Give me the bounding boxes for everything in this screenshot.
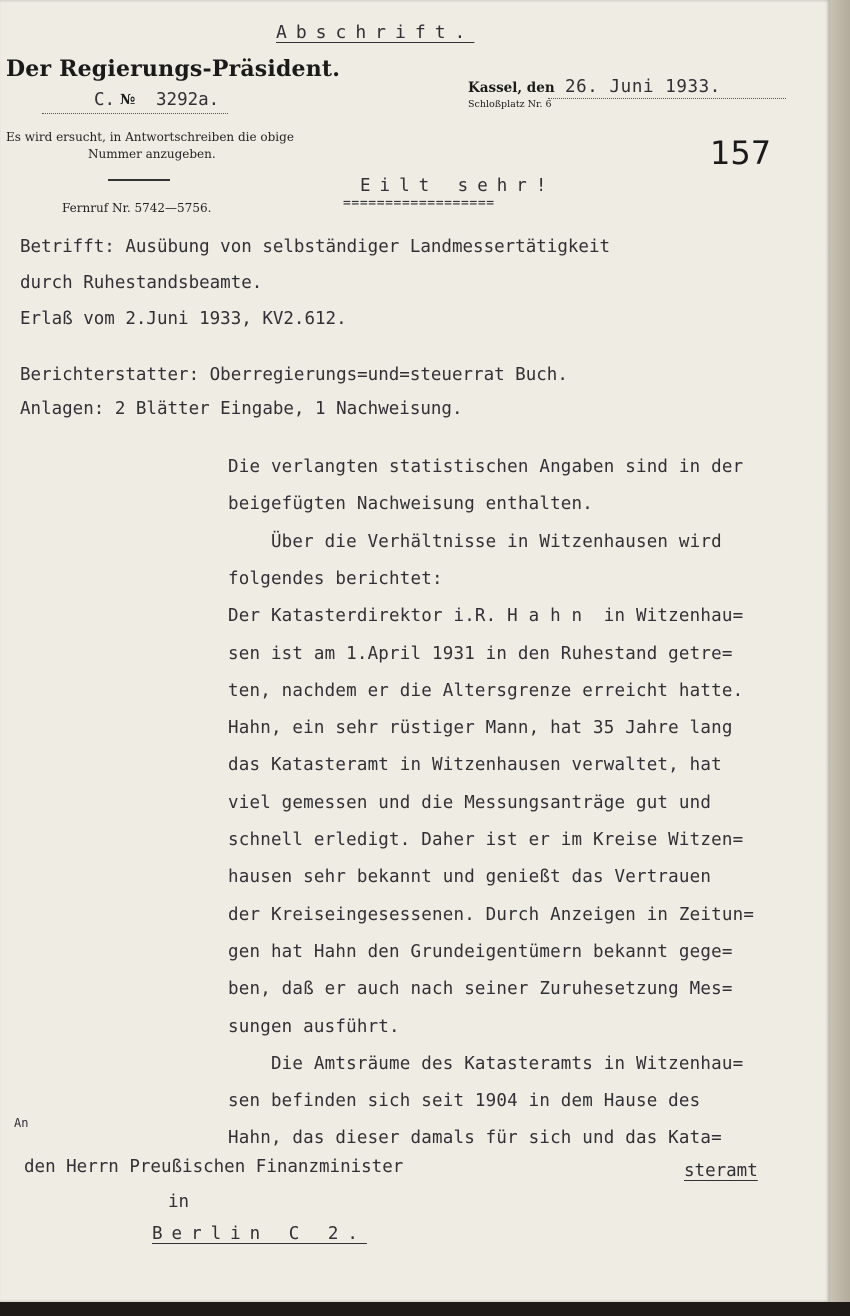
scan-border xyxy=(0,1302,850,1316)
place-label: Kassel, den xyxy=(468,80,555,96)
office-address: Schloßplatz Nr. 6 xyxy=(468,99,552,110)
body-line: ben, daß er auch nach seiner Zuruhesetzung Mes= xyxy=(228,979,733,1000)
footer-an: An xyxy=(14,1116,29,1130)
urgent-notice: Eilt sehr! xyxy=(360,176,556,196)
subject-line-1: Betrifft: Ausübung von selbständiger Landmessertätigkeit xyxy=(20,237,611,257)
body-line: gen hat Hahn den Grundeigentümern bekannt gege= xyxy=(228,941,733,962)
body-line: hausen sehr bekannt und genießt das Vertrauen xyxy=(228,867,712,888)
request-note-line1: Es wird ersucht, in Antwortschreiben die obige xyxy=(6,130,294,144)
body-line: Der Katasterdirektor i.R. H a h n in Witzenhau= xyxy=(228,606,744,627)
body-line: das Katasteramt in Witzenhausen verwaltet, hat xyxy=(228,755,722,776)
body-line: viel gemessen und die Messungsanträge gut und xyxy=(228,792,712,813)
body-line: Über die Verhältnisse in Witzenhausen wird xyxy=(228,531,722,552)
subject-line-2: durch Ruhestandsbeamte. xyxy=(20,273,263,293)
body-line: ten, nachdem er die Altersgrenze erreicht hatte. xyxy=(228,680,744,701)
attachments: Anlagen: 2 Blätter Eingabe, 1 Nachweisung. xyxy=(20,399,463,419)
body-line: Hahn, das dieser damals für sich und das Kata= xyxy=(228,1128,722,1149)
request-note-line2: Nummer anzugeben. xyxy=(88,147,216,161)
letter-date: 26. Juni 1933. xyxy=(565,77,721,97)
body-line: Die verlangten statistischen Angaben sind in der xyxy=(228,457,744,477)
abschrift-heading: Abschrift. xyxy=(276,22,475,43)
reference-line xyxy=(42,90,228,114)
continuation-word: steramt xyxy=(684,1161,758,1181)
body-line: folgendes berichtet: xyxy=(228,568,443,589)
recipient-in: in xyxy=(168,1192,190,1212)
body-line: schnell erledigt. Daher ist er im Kreise Witzen= xyxy=(228,830,744,850)
urgent-rule: ================== xyxy=(343,196,495,211)
page-edge xyxy=(830,0,850,1316)
reference-prefix: C. xyxy=(94,90,116,110)
body-line: Die Amtsräume des Katasteramts in Witzenhau= xyxy=(228,1053,744,1074)
body-line: sen befinden sich seit 1904 in dem Hause des xyxy=(228,1091,701,1112)
body-line: Hahn, ein sehr rüstiger Mann, hat 35 Jahre lang xyxy=(228,718,733,739)
subject-line-3: Erlaß vom 2.Juni 1933, KV2.612. xyxy=(20,309,347,329)
body-line: beigefügten Nachweisung enthalten. xyxy=(228,494,594,515)
reference-number: 3292a. xyxy=(156,90,220,110)
recipient: den Herrn Preußischen Finanzminister xyxy=(24,1157,404,1177)
page-number: 157 xyxy=(710,134,772,172)
number-symbol: № xyxy=(120,92,136,108)
recipient-city: Berlin C 2. xyxy=(152,1224,367,1244)
authority-title: Der Regierungs-Präsident. xyxy=(6,56,341,82)
body-line: sen ist am 1.April 1931 in den Ruhestand getre= xyxy=(228,643,733,664)
divider xyxy=(108,179,170,181)
body-line: sungen ausführt. xyxy=(228,1016,400,1037)
body-line: der Kreiseingesessenen. Durch Anzeigen in Zeitun= xyxy=(228,904,755,925)
reporter: Berichterstatter: Oberregierungs=und=steuerrat Buch. xyxy=(20,365,568,385)
phone-number: Fernruf Nr. 5742—5756. xyxy=(62,201,212,215)
